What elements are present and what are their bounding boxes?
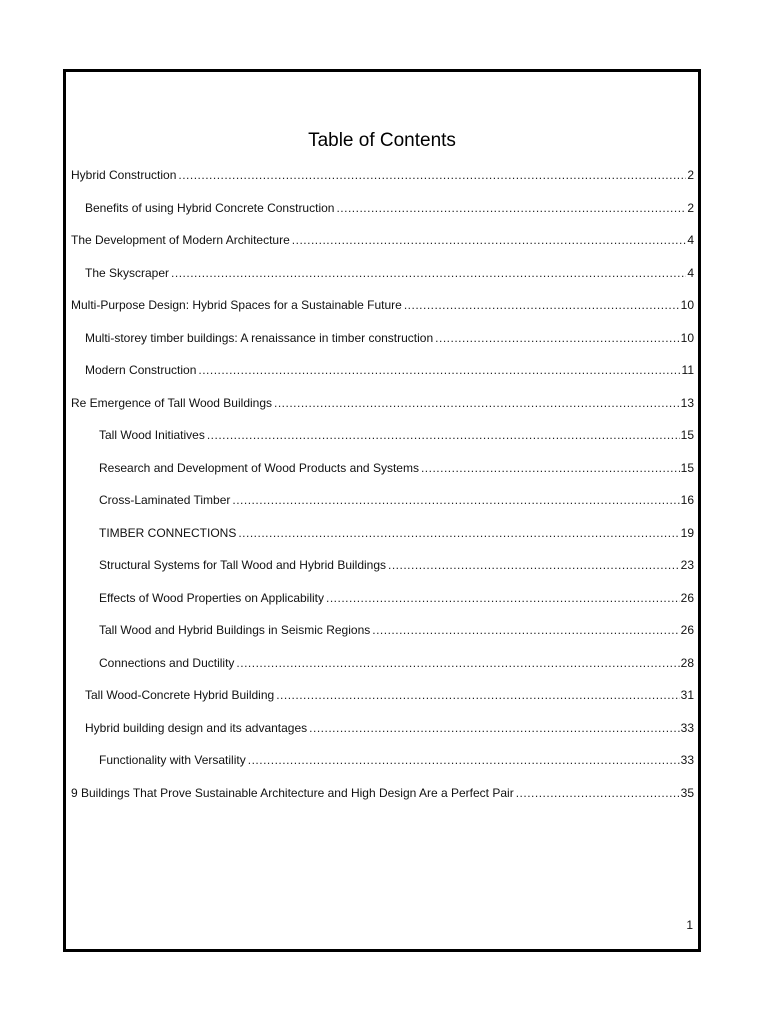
page-title: Table of Contents [308, 130, 456, 151]
toc-dot-leader [435, 330, 679, 346]
toc-entry-title: Structural Systems for Tall Wood and Hybrid Buildings [99, 558, 387, 572]
toc-dot-leader [198, 362, 680, 378]
toc-entry-page: 26 [680, 623, 694, 637]
toc-entry-page: 10 [680, 330, 694, 345]
toc-entry-title: Hybrid building design and its advantages [85, 720, 308, 735]
toc-dot-leader [248, 752, 680, 768]
toc-entry-title: Multi-storey timber buildings: A renaissance in timber construction [85, 330, 434, 345]
toc-entry[interactable] [71, 362, 694, 395]
toc-dot-leader [372, 622, 679, 638]
toc-entry-page: 4 [687, 233, 694, 247]
toc-entry-page: 26 [680, 590, 694, 605]
toc-dot-leader [276, 687, 679, 703]
toc-dot-leader [404, 297, 680, 313]
toc-dot-leader [238, 525, 679, 541]
toc-entry[interactable] [71, 785, 694, 818]
toc-entry-title: Hybrid Construction [71, 168, 177, 182]
table-of-contents [71, 167, 694, 817]
toc-entry-title: Multi-Purpose Design: Hybrid Spaces for a Sustainable Future [71, 298, 402, 312]
toc-entry[interactable] [71, 720, 694, 753]
toc-dot-leader [421, 460, 680, 476]
toc-entry-title: Tall Wood Initiatives [99, 428, 205, 442]
toc-entry[interactable] [71, 395, 694, 428]
toc-entry-page: 33 [680, 720, 694, 735]
toc-dot-leader [516, 785, 680, 801]
toc-entry[interactable] [71, 752, 694, 785]
toc-entry[interactable] [71, 557, 694, 590]
toc-entry[interactable] [71, 460, 694, 493]
toc-dot-leader [326, 590, 680, 606]
toc-entry-page: 15 [680, 460, 694, 475]
toc-entry-page: 4 [687, 265, 694, 280]
toc-dot-leader [388, 557, 680, 573]
toc-entry-page: 19 [680, 525, 694, 540]
toc-entry[interactable] [71, 167, 694, 200]
toc-entry[interactable] [71, 655, 694, 688]
toc-entry-page: 31 [680, 688, 694, 702]
toc-dot-leader [336, 200, 686, 216]
toc-entry-title: Cross-Laminated Timber [99, 493, 231, 507]
toc-entry[interactable] [71, 265, 694, 298]
toc-dot-leader [292, 232, 687, 248]
toc-entry-page: 10 [680, 298, 694, 312]
toc-entry-title: 9 Buildings That Prove Sustainable Architecture and High Design Are a Perfect Pair [71, 785, 514, 800]
toc-dot-leader [171, 265, 686, 281]
toc-entry-page: 33 [680, 753, 694, 767]
toc-dot-leader [309, 720, 679, 736]
toc-entry[interactable] [71, 232, 694, 265]
toc-entry-title: Modern Construction [85, 363, 197, 377]
document-page [63, 69, 701, 952]
toc-entry-page: 2 [687, 200, 694, 215]
toc-entry[interactable] [71, 492, 694, 525]
page-number: 1 [686, 918, 693, 932]
toc-dot-leader [232, 492, 679, 508]
toc-entry[interactable] [71, 427, 694, 460]
toc-entry-title: The Development of Modern Architecture [71, 233, 290, 247]
toc-dot-leader [236, 655, 679, 671]
toc-entry-page: 13 [680, 395, 694, 410]
toc-entry[interactable] [71, 687, 694, 720]
toc-entry-page: 23 [680, 558, 694, 572]
toc-entry-title: Research and Development of Wood Products and Systems [99, 460, 419, 475]
toc-entry[interactable] [71, 525, 694, 558]
toc-dot-leader [274, 395, 680, 411]
toc-entry-page: 2 [687, 168, 694, 182]
toc-entry-title: Functionality with Versatility [99, 753, 246, 767]
toc-entry[interactable] [71, 297, 694, 330]
toc-entry[interactable] [71, 622, 694, 655]
toc-entry-title: Benefits of using Hybrid Concrete Construction [85, 200, 335, 215]
toc-entry-title: The Skyscraper [85, 265, 170, 280]
toc-entry[interactable] [71, 200, 694, 233]
toc-entry-page: 15 [680, 428, 694, 442]
toc-entry-page: 35 [680, 785, 694, 800]
toc-entry-title: Tall Wood and Hybrid Buildings in Seismic Regions [99, 623, 371, 637]
toc-entry[interactable] [71, 330, 694, 363]
toc-entry-page: 16 [680, 493, 694, 507]
toc-entry-title: Re Emergence of Tall Wood Buildings [71, 395, 272, 410]
toc-entry-title: Effects of Wood Properties on Applicability [99, 590, 325, 605]
toc-dot-leader [178, 167, 686, 183]
toc-entry-title: Connections and Ductility [99, 655, 235, 670]
toc-entry-page: 28 [680, 655, 694, 670]
toc-entry[interactable] [71, 590, 694, 623]
toc-entry-title: Tall Wood-Concrete Hybrid Building [85, 688, 275, 702]
toc-entry-title: TIMBER CONNECTIONS [99, 525, 237, 540]
toc-dot-leader [207, 427, 680, 443]
toc-entry-page: 11 [681, 363, 694, 377]
